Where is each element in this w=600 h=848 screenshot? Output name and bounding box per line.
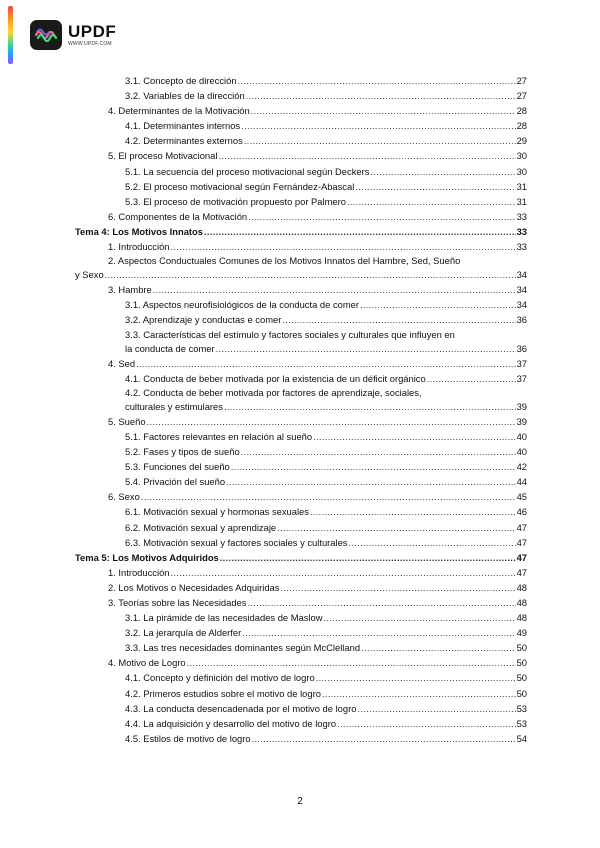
toc-page-number: 48 [516,612,527,624]
toc-entry-title: 3.3. Las tres necesidades dominantes según McClelland [125,642,361,654]
toc-page-number: 44 [516,476,527,488]
toc-entry[interactable] [75,716,527,731]
dot-leader [247,595,515,610]
toc-entry[interactable] [75,103,527,118]
toc-entry[interactable] [75,73,527,88]
toc-entry-title: 4.1. Concepto y definición del motivo de logro [125,672,315,684]
dot-leader [204,224,516,239]
toc-entry[interactable] [75,179,527,194]
updf-logo-icon [30,20,62,50]
dot-leader [355,179,515,194]
toc-entry-title: 4.1. Determinantes internos [125,120,241,132]
toc-page-number: 33 [516,241,527,253]
toc-entry-title: 5.1. La secuencia del proceso motivacional según Deckers [125,165,370,177]
toc-entry-title-cont: y Sexo [75,269,104,281]
toc-page-number: 48 [516,581,527,593]
toc-entry-title: 4.3. La conducta desencadenada por el motivo de logro [125,702,357,714]
toc-page-number: 50 [516,672,527,684]
dot-leader [252,731,516,746]
dot-leader [357,701,515,716]
toc-page-number: 39 [516,415,527,427]
toc-entry[interactable] [75,297,527,312]
dot-leader [153,282,516,297]
accent-bar [8,6,13,64]
toc-entry[interactable] [75,459,527,474]
toc-page-number: 27 [516,90,527,102]
page-number: 2 [297,796,303,807]
toc-entry[interactable] [75,731,527,746]
toc-entry[interactable] [75,686,527,701]
dot-leader [147,414,516,429]
toc-entry[interactable] [75,489,527,504]
dot-leader [244,133,516,148]
toc-entry[interactable] [75,312,527,327]
toc-page-number: 40 [516,446,527,458]
toc-page-number: 37 [516,372,527,384]
dot-leader [277,520,515,535]
dot-leader [242,625,515,640]
toc-entry-title: 4.2. Determinantes externos [125,135,243,147]
toc-page-number: 50 [516,642,527,654]
toc-page-number: 49 [516,627,527,639]
toc-page-number: 28 [516,120,527,132]
toc-entry-title: 6.3. Motivación sexual y factores sociales y culturales [125,536,348,548]
toc-entry-title: 2. Aspectos Conductuales Comunes de los Motivos Innatos del Hambre, Sed, Sueño [108,255,461,267]
dot-leader [370,164,515,179]
toc-page-number: 54 [516,732,527,744]
toc-entry-title: 2. Los Motivos o Necesidades Adquiridas [108,581,280,593]
toc-entry-title: 4.4. La adquisición y desarrollo del motivo de logro [125,717,337,729]
toc-entry-title: Tema 5: Los Motivos Adquiridos [75,551,219,563]
dot-leader [224,399,516,414]
toc-entry-title: 3.1. Concepto de dirección [125,75,237,86]
toc-entry-title: 6. Componentes de la Motivación [108,210,248,222]
toc-chapter[interactable] [75,550,527,565]
toc-entry[interactable] [75,655,527,670]
dot-leader [171,239,516,254]
toc-page-number: 28 [516,105,527,117]
toc-page-number: 31 [516,180,527,192]
toc-entry-title: 3.2. Variables de la dirección [125,90,245,102]
toc-page-number: 36 [516,314,527,326]
dot-leader [218,148,515,163]
toc-entry-title: 6.1. Motivación sexual y hormonas sexuales [125,506,309,518]
toc-entry-title: 1. Introducción [108,566,170,578]
toc-page-number: 37 [516,357,527,369]
toc-page-number: 40 [516,430,527,442]
toc-entry-title: 3. Hambre [108,284,152,296]
table-of-contents [75,73,527,746]
toc-entry-title: 5.4. Privación del sueño [125,476,226,488]
toc-entry[interactable] [75,164,527,179]
dot-leader [241,444,516,459]
dot-leader [171,565,516,580]
toc-entry[interactable] [75,701,527,716]
toc-entry-title: 4.5. Estilos de motivo de logro [125,732,251,744]
toc-entry[interactable] [75,595,527,610]
toc-entry[interactable] [75,640,527,655]
dot-leader [322,686,516,701]
toc-entry-title: 6.2. Motivación sexual y aprendizaje [125,521,277,533]
toc-entry-title: 4. Sed [108,357,136,369]
toc-entry-title: 3.3. Características del estímulo y factores sociales y culturales que influyen en [125,328,455,340]
toc-page-number: 48 [516,597,527,608]
toc-entry-title: 4.1. Conducta de beber motivada por la existencia de un déficit orgánico [125,372,426,384]
toc-entry-title-cont: la conducta de comer [125,342,215,354]
toc-entry[interactable] [75,625,527,640]
dot-leader [349,535,516,550]
toc-entry-title: 5.1. Factores relevantes en relación al sueño [125,430,313,442]
toc-page-number: 47 [516,536,527,548]
toc-entry[interactable] [75,133,527,148]
toc-entry-title: Tema 4: Los Motivos Innatos [75,225,203,237]
dot-leader [238,73,516,88]
dot-leader [105,267,516,282]
toc-entry-title: 3.1. Aspectos neurofisiológicos de la conducta de comer [125,299,359,311]
brand-url: WWW.UPDF.COM [68,41,112,47]
toc-page-number: 47 [516,521,527,533]
toc-entry[interactable] [75,520,527,535]
toc-entry-title: 5.2. El proceso motivacional según Fernández-Abascal [125,180,355,192]
toc-page-number: 36 [516,342,527,354]
toc-entry[interactable] [75,474,527,489]
toc-entry-title: 3. Teorías sobre las Necesidades [108,597,247,608]
dot-leader [231,459,516,474]
toc-entry-title: 5.3. Funciones del sueño [125,461,230,473]
toc-page-number: 27 [516,75,527,86]
toc-entry[interactable] [75,209,527,224]
dot-leader [347,194,516,209]
dot-leader [220,550,516,565]
dot-leader [280,580,515,595]
dot-leader [310,504,516,519]
toc-entry[interactable] [75,386,527,414]
toc-page-number: 34 [516,269,527,281]
toc-entry-title: 4. Motivo de Logro [108,657,186,669]
toc-entry-title: 5.2. Fases y tipos de sueño [125,446,240,458]
dot-leader [337,716,516,731]
toc-entry[interactable] [75,254,527,282]
dot-leader [316,670,516,685]
dot-leader [141,489,516,504]
dot-leader [282,312,515,327]
toc-page-number: 30 [516,165,527,177]
toc-entry-title: 4.2. Conducta de beber motivada por factores de aprendizaje, sociales, [125,386,422,398]
toc-entry-title-cont: culturales y estimulares [125,400,223,412]
toc-entry[interactable] [75,371,527,386]
toc-page-number: 50 [516,687,527,699]
dot-leader [427,371,516,386]
toc-entry-title: 4.2. Primeros estudios sobre el motivo de logro [125,687,321,699]
toc-page-number: 53 [516,702,527,714]
toc-page-number: 47 [516,566,527,578]
toc-page-number: 53 [516,717,527,729]
toc-entry[interactable] [75,194,527,209]
toc-entry[interactable] [75,148,527,163]
toc-entry-title: 5. El proceso Motivacional [108,150,218,162]
toc-page-number: 47 [516,551,527,563]
toc-entry[interactable] [75,670,527,685]
brand-name: UPDF [68,22,117,41]
dot-leader [187,655,516,670]
toc-entry[interactable] [75,328,527,356]
toc-entry[interactable] [75,444,527,459]
toc-page-number: 29 [516,135,527,147]
toc-entry-title: 3.1. La pirámide de las necesidades de Maslow [125,612,323,624]
toc-page-number: 39 [516,400,527,412]
toc-page-number: 42 [516,461,527,473]
dot-leader [361,640,516,655]
toc-entry-title: 3.2. Aprendizaje y conductas e comer [125,314,282,326]
toc-entry[interactable] [75,118,527,133]
toc-entry[interactable] [75,610,527,625]
toc-entry[interactable] [75,535,527,550]
toc-page-number: 45 [516,491,527,503]
toc-page-number: 30 [516,150,527,162]
dot-leader [246,88,516,103]
dot-leader [251,103,516,118]
toc-entry-title: 4. Determinantes de la Motivación [108,105,250,117]
toc-entry[interactable] [75,565,527,580]
toc-entry-title: 6. Sexo [108,491,140,503]
dot-leader [313,429,515,444]
toc-page-number: 50 [516,657,527,669]
toc-entry[interactable] [75,429,527,444]
toc-page-number: 31 [516,195,527,207]
dot-leader [226,474,515,489]
dot-leader [324,610,516,625]
dot-leader [216,341,516,356]
toc-entry[interactable] [75,239,527,254]
toc-page-number: 46 [516,506,527,518]
toc-entry-title: 3.2. La jerarquía de Alderfer [125,627,242,639]
dot-leader [248,209,515,224]
toc-entry[interactable] [75,282,527,297]
updf-logo [30,18,116,52]
toc-page-number: 33 [516,225,527,237]
toc-page-number: 34 [516,284,527,296]
dot-leader [136,356,515,371]
toc-page-number: 33 [516,210,527,222]
toc-entry-title: 5.3. El proceso de motivación propuesto por Palmero [125,195,346,207]
toc-entry-title: 5. Sueño [108,415,146,427]
toc-entry-title: 1. Introducción [108,241,170,253]
dot-leader [241,118,515,133]
toc-page-number: 34 [516,299,527,311]
dot-leader [360,297,516,312]
toc-chapter[interactable] [75,224,527,239]
toc-entry[interactable] [75,580,527,595]
toc-entry[interactable] [75,356,527,371]
toc-entry[interactable] [75,414,527,429]
toc-entry[interactable] [75,88,527,103]
toc-entry[interactable] [75,504,527,519]
